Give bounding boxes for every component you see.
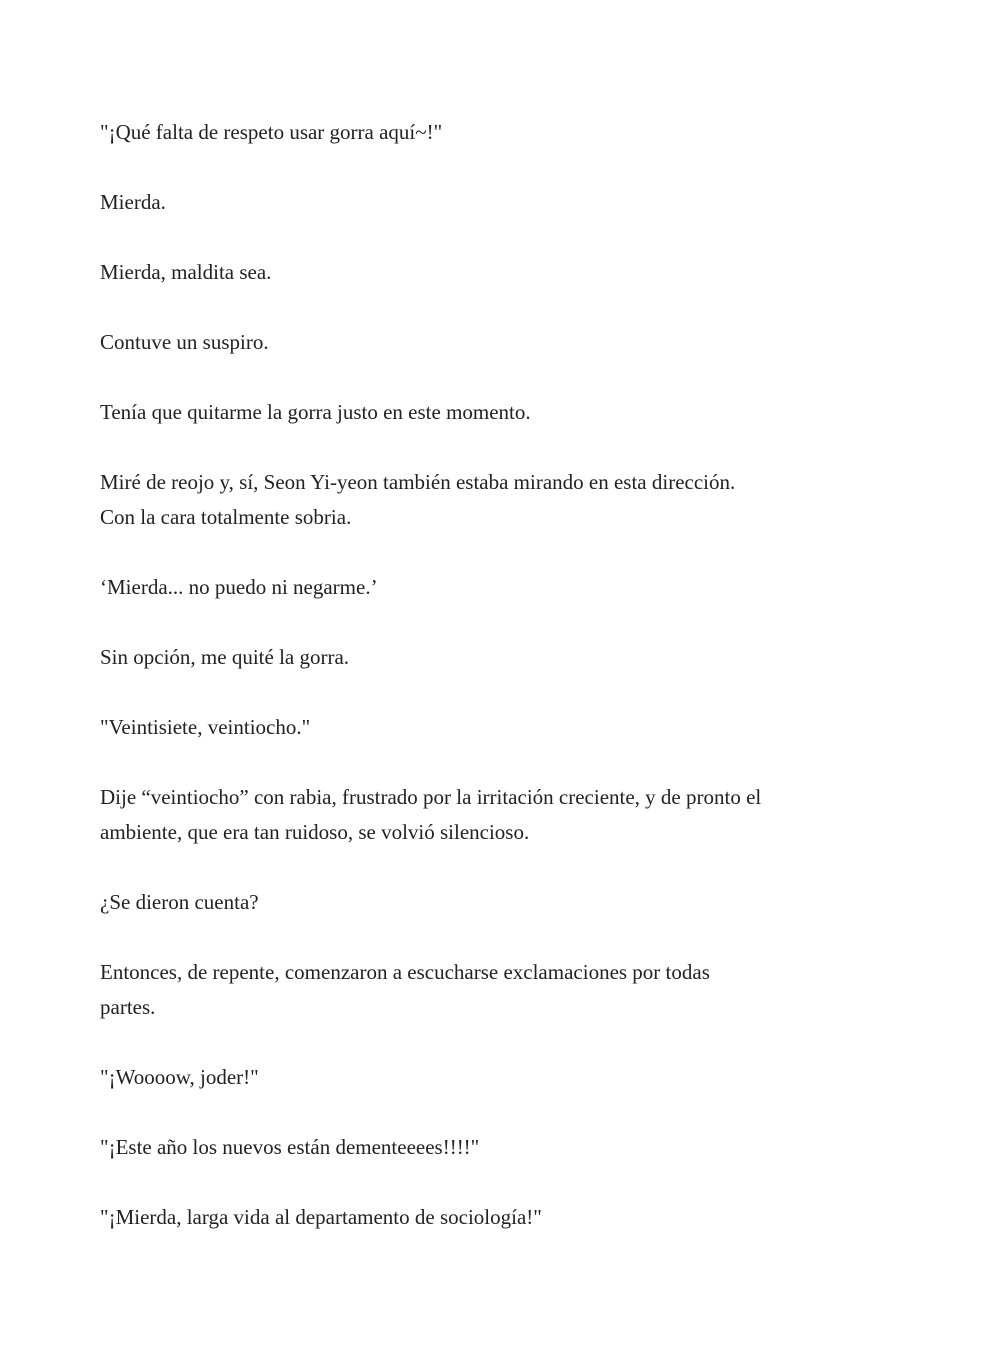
text-line: Contuve un suspiro. [100, 330, 269, 354]
paragraph [100, 185, 920, 220]
paragraph [100, 640, 920, 675]
paragraph [100, 115, 920, 150]
text-line: Entonces, de repente, comenzaron a escucharse exclamaciones por todas [100, 960, 710, 984]
text-line: Mierda, maldita sea. [100, 260, 272, 284]
text-line: "¡Mierda, larga vida al departamento de sociología!" [100, 1205, 542, 1229]
paragraph [100, 885, 920, 920]
text-line: ¿Se dieron cuenta? [100, 890, 259, 914]
text-line: "¡Woooow, joder!" [100, 1065, 259, 1089]
paragraph [100, 1200, 920, 1235]
paragraph [100, 1130, 920, 1165]
paragraph [100, 955, 920, 1025]
paragraph [100, 710, 920, 745]
paragraph [100, 465, 920, 535]
text-line: Sin opción, me quité la gorra. [100, 645, 350, 669]
paragraph [100, 1060, 920, 1095]
text-line: "Veintisiete, veintiocho." [100, 715, 311, 739]
text-line: Mierda. [100, 190, 166, 214]
text-line: "¡Qué falta de respeto usar gorra aquí~!" [100, 120, 443, 144]
paragraph [100, 395, 920, 430]
document-body [100, 115, 920, 1270]
text-line: Con la cara totalmente sobria. [100, 505, 352, 529]
text-line: ambiente, que era tan ruidoso, se volvió silencioso. [100, 820, 530, 844]
text-line: "¡Este año los nuevos están dementeeees!!!!" [100, 1135, 480, 1159]
paragraph [100, 325, 920, 360]
text-line: Dije “veintiocho” con rabia, frustrado por la irritación creciente, y de pronto el [100, 785, 762, 809]
paragraph [100, 255, 920, 290]
paragraph [100, 570, 920, 605]
text-line: Miré de reojo y, sí, Seon Yi-yeon también estaba mirando en esta dirección. [100, 470, 736, 494]
text-line: ‘Mierda... no puedo ni negarme.’ [100, 575, 378, 599]
text-line: Tenía que quitarme la gorra justo en este momento. [100, 400, 531, 424]
paragraph [100, 780, 920, 850]
text-line: partes. [100, 995, 156, 1019]
